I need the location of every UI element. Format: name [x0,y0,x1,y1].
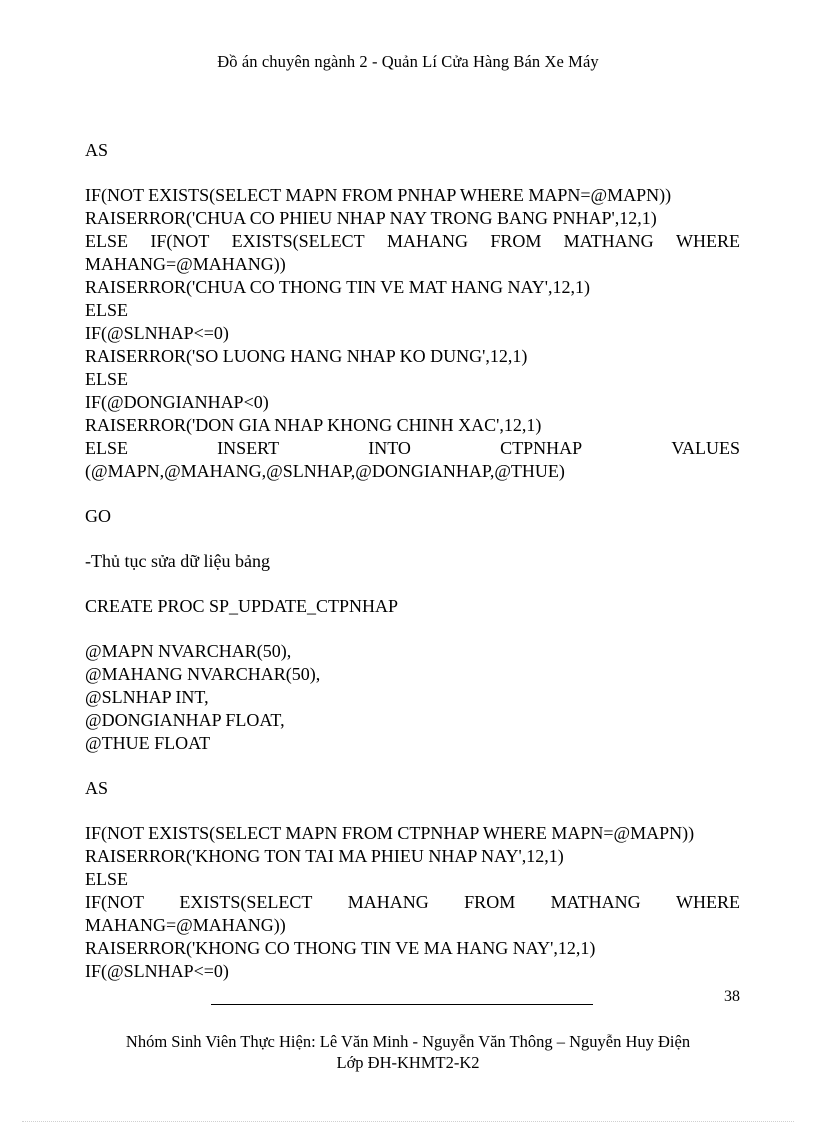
code-line: RAISERROR('CHUA CO THONG TIN VE MAT HANG NAY',12,1) [85,277,591,297]
code-line: ELSE [85,369,128,389]
code-line: RAISERROR('KHONG TON TAI MA PHIEU NHAP NAY',12,1) [85,846,564,866]
code-line: @DONGIANHAP FLOAT, [85,710,285,730]
code-word: IF(NOT [150,231,210,251]
footer-authors: Nhóm Sinh Viên Thực Hiện: Lê Văn Minh - Nguyễn Văn Thông – Nguyễn Huy Điện [125,1032,691,1051]
code-line-justified [85,891,740,914]
page-footer [0,1031,816,1073]
code-line: IF(@DONGIANHAP<0) [85,392,269,412]
code-line: GO [85,506,111,526]
code-line: RAISERROR('CHUA CO PHIEU NHAP NAY TRONG BANG PNHAP',12,1) [85,208,657,228]
code-line: IF(@SLNHAP<=0) [85,323,229,343]
code-line: MAHANG=@MAHANG)) [85,254,286,274]
code-line: AS [85,778,109,798]
code-line-justified [85,437,740,460]
code-word: FROM [464,892,516,912]
code-line: CREATE PROC SP_UPDATE_CTPNHAP [85,596,399,616]
code-line: IF(NOT EXISTS(SELECT MAPN FROM PNHAP WHERE MAPN=@MAPN)) [85,185,672,205]
code-word: MATHANG [563,231,654,251]
code-word: CTPNHAP [500,438,583,458]
code-word: ELSE [85,231,128,251]
code-line: RAISERROR('KHONG CO THONG TIN VE MA HANG NAY',12,1) [85,938,596,958]
code-body [85,139,740,983]
code-line: MAHANG=@MAHANG)) [85,915,286,935]
code-word: MAHANG [386,231,468,251]
footer-rule [211,1004,593,1005]
code-line: ELSE [85,869,128,889]
code-line: @MAPN NVARCHAR(50), [85,641,292,661]
code-word: WHERE [676,231,740,251]
section-note: -Thủ tục sửa dữ liệu bảng [85,551,270,571]
page-bottom-edge [22,1121,794,1122]
page-header-title: Đồ án chuyên ngành 2 - Quản Lí Cửa Hàng Bán Xe Máy [217,52,599,71]
code-word: MATHANG [550,892,641,912]
code-line: IF(@SLNHAP<=0) [85,961,229,981]
code-line: @SLNHAP INT, [85,687,209,707]
footer-class: Lớp ĐH-KHMT2-K2 [336,1053,480,1072]
code-line: AS [85,140,109,160]
code-line: @MAHANG NVARCHAR(50), [85,664,321,684]
code-word: INTO [368,438,411,458]
code-word: EXISTS(SELECT [231,231,365,251]
code-word: FROM [490,231,542,251]
code-word: WHERE [675,892,740,912]
code-line: RAISERROR('SO LUONG HANG NHAP KO DUNG',12,1) [85,346,528,366]
code-line: (@MAPN,@MAHANG,@SLNHAP,@DONGIANHAP,@THUE) [85,461,565,481]
code-line: ELSE [85,300,128,320]
code-word: EXISTS(SELECT [179,892,313,912]
code-word: MAHANG [347,892,429,912]
code-line: @THUE FLOAT [85,733,211,753]
code-line: IF(NOT EXISTS(SELECT MAPN FROM CTPNHAP WHERE MAPN=@MAPN)) [85,823,695,843]
code-word: INSERT [217,438,280,458]
code-word: VALUES [671,438,740,458]
code-line: RAISERROR('DON GIA NHAP KHONG CHINH XAC',12,1) [85,415,542,435]
page-number: 38 [724,988,740,1005]
code-word: IF(NOT [85,892,144,912]
code-line-justified [85,230,740,253]
code-word: ELSE [85,438,128,458]
